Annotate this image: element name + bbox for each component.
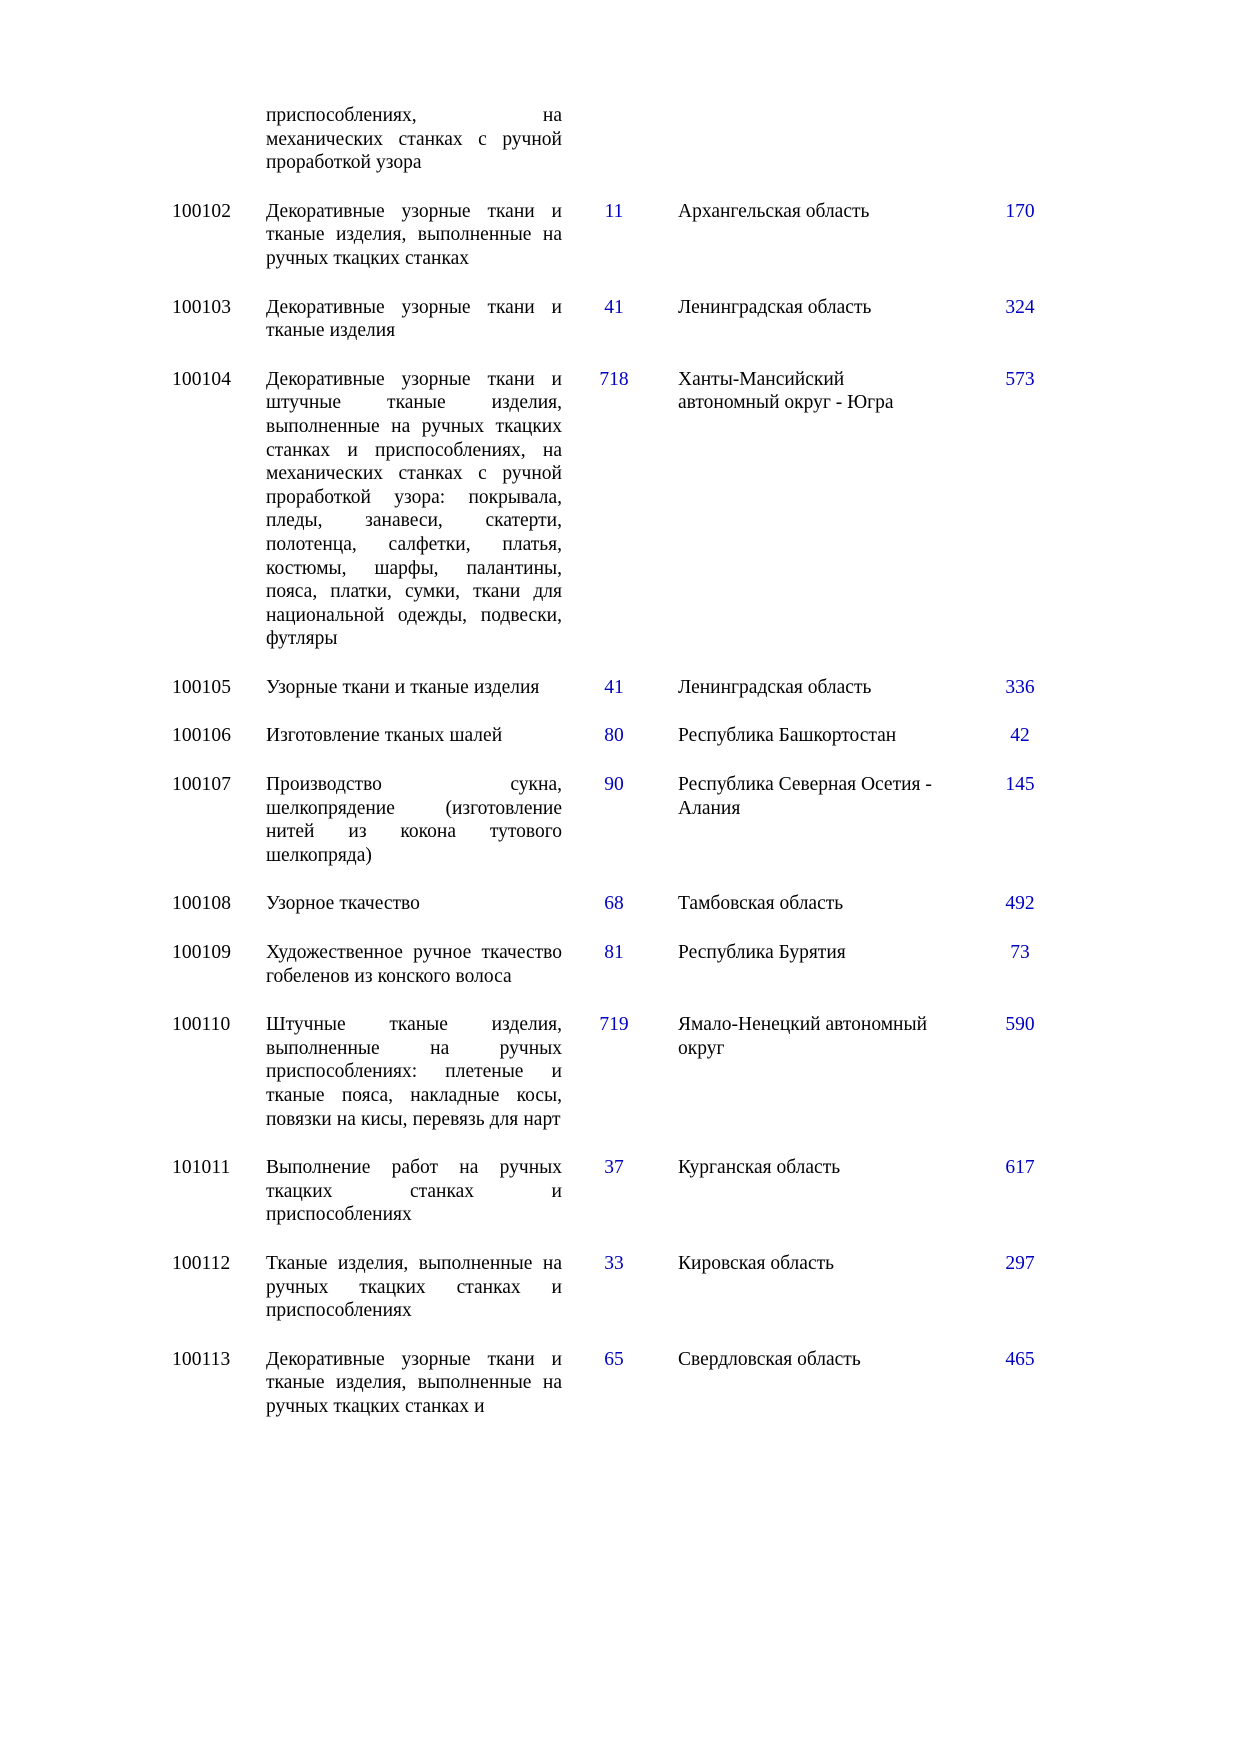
column-gap xyxy=(666,1348,678,1444)
table-row xyxy=(172,1348,1100,1444)
row-number-primary: 33 xyxy=(604,1252,624,1274)
row-number-secondary: 590 xyxy=(1005,1014,1035,1036)
row-description: Штучные тканые изделия, выполненные на ручных приспособлениях: плетеные и тканые пояса, накладные косы, повязки на кисы, перевязь для нарт xyxy=(266,1014,562,1130)
row-code: 100106 xyxy=(172,725,232,747)
column-gap xyxy=(666,1156,678,1252)
row-number-primary: 81 xyxy=(604,942,624,964)
row-code: 100109 xyxy=(172,942,232,964)
column-gap xyxy=(666,892,678,941)
row-number-secondary: 145 xyxy=(1005,774,1035,796)
column-gap xyxy=(666,676,678,725)
table-row xyxy=(172,773,1100,892)
column-gap xyxy=(256,773,266,892)
row-number-primary: 41 xyxy=(604,296,624,318)
row-number-secondary: 492 xyxy=(1005,893,1035,915)
table-row xyxy=(172,1156,1100,1252)
row-description: Изготовление тканых шалей xyxy=(266,725,503,747)
row-number-primary: 68 xyxy=(604,893,624,915)
row-number-secondary xyxy=(940,104,1100,200)
row-code: 100113 xyxy=(172,1348,231,1370)
row-region: Ханты-Мансийский автономный округ - Югра xyxy=(678,368,894,414)
column-gap xyxy=(666,724,678,773)
column-gap xyxy=(256,368,266,676)
table-row xyxy=(172,1252,1100,1348)
table-row xyxy=(172,368,1100,676)
row-description: Узорные ткани и тканые изделия xyxy=(266,676,540,698)
row-code: 100108 xyxy=(172,893,232,915)
row-number-secondary: 617 xyxy=(1005,1157,1035,1179)
column-gap xyxy=(256,892,266,941)
row-number-primary: 65 xyxy=(604,1348,624,1370)
row-number-primary: 80 xyxy=(604,725,624,747)
column-gap xyxy=(256,200,266,296)
row-region: Кировская область xyxy=(678,1252,835,1274)
column-gap xyxy=(666,941,678,1013)
row-code: 100105 xyxy=(172,676,232,698)
row-number-secondary: 336 xyxy=(1005,676,1035,698)
table-row xyxy=(172,892,1100,941)
table-row xyxy=(172,1013,1100,1156)
table-row xyxy=(172,724,1100,773)
row-number-primary: 718 xyxy=(599,368,629,390)
table-row xyxy=(172,941,1100,1013)
row-code: 100104 xyxy=(172,368,232,390)
row-number-primary: 37 xyxy=(604,1157,624,1179)
row-code: 100107 xyxy=(172,774,232,796)
row-number-secondary: 465 xyxy=(1005,1348,1035,1370)
column-gap xyxy=(256,296,266,368)
column-gap xyxy=(256,1348,266,1444)
row-number-primary: 90 xyxy=(604,774,624,796)
registry-table-body xyxy=(172,104,1100,200)
row-region: Ленинградская область xyxy=(678,676,872,698)
column-gap xyxy=(666,296,678,368)
row-region: Свердловская область xyxy=(678,1348,861,1370)
row-description: Узорное ткачество xyxy=(266,893,420,915)
table-row-carryover xyxy=(172,104,1100,200)
registry-table-rows xyxy=(172,200,1100,1444)
column-gap xyxy=(256,1156,266,1252)
row-region: Ленинградская область xyxy=(678,296,872,318)
row-description: Декоративные узорные ткани и штучные тканые изделия, выполненные на ручных ткацких станках и приспособлениях, на механических станках с ручной проработкой узора: покрывала, пледы, занавеси, скатерти, полотенца, салфетки, платья, костюмы, шарфы, палантины, пояса, платки, сумки, ткани для национальной одежды, подвески, футляры xyxy=(266,368,562,650)
row-code: 100112 xyxy=(172,1252,231,1274)
column-gap xyxy=(256,1252,266,1348)
registry-rows-body xyxy=(172,200,1100,1444)
row-number-primary: 719 xyxy=(599,1014,629,1036)
row-number-secondary: 42 xyxy=(1010,725,1030,747)
column-gap xyxy=(666,368,678,676)
row-number-secondary: 297 xyxy=(1005,1252,1035,1274)
row-region: Архангельская область xyxy=(678,200,870,222)
row-number-primary: 11 xyxy=(604,200,624,222)
row-number-secondary: 324 xyxy=(1005,296,1035,318)
registry-table xyxy=(172,104,1100,200)
column-gap xyxy=(666,773,678,892)
row-description: приспособлениях, на механических станках с ручной проработкой узора xyxy=(266,105,562,174)
row-region xyxy=(678,104,940,200)
row-number-secondary: 73 xyxy=(1010,942,1030,964)
column-gap xyxy=(666,200,678,296)
row-description: Выполнение работ на ручных ткацких станках и приспособлениях xyxy=(266,1157,562,1226)
row-description: Декоративные узорные ткани и тканые изделия xyxy=(266,296,562,342)
row-description: Тканые изделия, выполненные на ручных ткацких станках и приспособлениях xyxy=(266,1252,562,1322)
row-region: Тамбовская область xyxy=(678,893,844,915)
row-description: Художественное ручное ткачество гобеленов из конского волоса xyxy=(266,942,562,987)
row-number-primary: 41 xyxy=(604,676,624,698)
row-number-secondary: 170 xyxy=(1005,200,1035,222)
row-region: Ямало-Ненецкий автономный округ xyxy=(678,1014,928,1059)
row-region: Республика Башкортостан xyxy=(678,725,897,747)
column-gap xyxy=(256,941,266,1013)
column-gap xyxy=(666,1252,678,1348)
table-row xyxy=(172,200,1100,296)
column-gap xyxy=(256,104,266,200)
row-code xyxy=(172,104,256,200)
row-description: Декоративные узорные ткани и тканые изделия, выполненные на ручных ткацких станках и xyxy=(266,1348,562,1417)
row-code: 100102 xyxy=(172,200,232,222)
row-region: Курганская область xyxy=(678,1157,841,1179)
row-region: Республика Бурятия xyxy=(678,942,846,964)
column-gap xyxy=(666,104,678,200)
row-description: Производство сукна, шелкопрядение (изготовление нитей из кокона тутового шелкопряда) xyxy=(266,774,562,866)
row-code: 101011 xyxy=(172,1157,231,1179)
row-code: 100103 xyxy=(172,296,232,318)
column-gap xyxy=(256,1013,266,1156)
column-gap xyxy=(666,1013,678,1156)
row-number-primary xyxy=(562,104,666,200)
column-gap xyxy=(256,676,266,725)
row-number-secondary: 573 xyxy=(1005,368,1035,390)
table-row xyxy=(172,676,1100,725)
row-code: 100110 xyxy=(172,1014,231,1036)
row-region: Республика Северная Осетия - Алания xyxy=(678,774,932,819)
row-description: Декоративные узорные ткани и тканые изделия, выполненные на ручных ткацких станках xyxy=(266,200,562,269)
column-gap xyxy=(256,724,266,773)
table-row xyxy=(172,296,1100,368)
